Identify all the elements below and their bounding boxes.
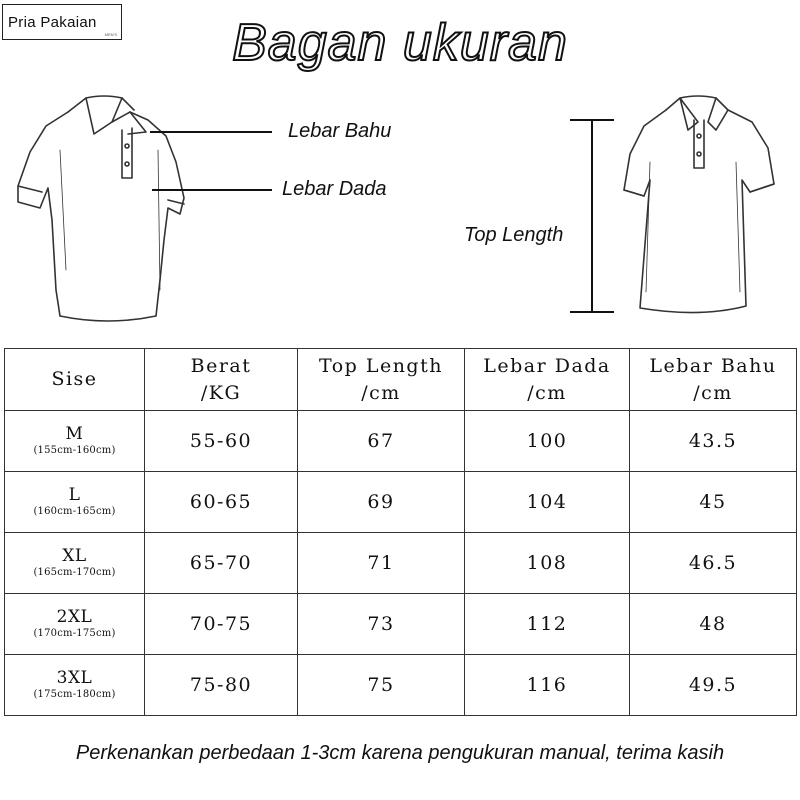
size-cell: 2XL (170cm-175cm): [5, 594, 145, 655]
header-size: Sise: [5, 349, 145, 411]
shoulder-cell: 49.5: [630, 655, 797, 716]
chest-cell: 112: [465, 594, 630, 655]
top-length-cell: 75: [298, 655, 465, 716]
shoulder-width-label: Lebar Bahu: [288, 120, 392, 142]
top-length-cell: 71: [298, 533, 465, 594]
top-length-cell: 69: [298, 472, 465, 533]
shoulder-cell: 46.5: [630, 533, 797, 594]
weight-cell: 55-60: [145, 411, 298, 472]
footer-note: Perkenankan perbedaan 1-3cm karena pengukuran manual, terima kasih: [75, 742, 725, 764]
top-length-cell: 67: [298, 411, 465, 472]
weight-cell: 65-70: [145, 533, 298, 594]
size-cell: 3XL (175cm-180cm): [5, 655, 145, 716]
table-row: [5, 472, 797, 533]
header-shoulder-width: Lebar Bahu /cm: [630, 349, 797, 411]
header-weight: Berat /KG: [145, 349, 298, 411]
table-header-row: [5, 349, 797, 411]
brand-name: Pria Pakaian: [8, 14, 97, 31]
brand-logo: [2, 4, 122, 40]
size-cell: M (155cm-160cm): [5, 411, 145, 472]
chest-cell: 104: [465, 472, 630, 533]
measurement-diagram: [0, 80, 800, 340]
header-top-length: Top Length /cm: [298, 349, 465, 411]
size-cell: L (160cm-165cm): [5, 472, 145, 533]
brand-subtext: MEN'S: [104, 32, 117, 37]
size-chart-table: [4, 348, 797, 716]
page-title: Bagan ukuran: [232, 14, 568, 72]
table-row: [5, 594, 797, 655]
header-chest-width: Lebar Dada /cm: [465, 349, 630, 411]
weight-cell: 75-80: [145, 655, 298, 716]
top-length-cell: 73: [298, 594, 465, 655]
top-length-label: Top Length: [464, 224, 564, 246]
chest-width-label: Lebar Dada: [282, 178, 387, 200]
shoulder-cell: 48: [630, 594, 797, 655]
weight-cell: 60-65: [145, 472, 298, 533]
table-row: [5, 533, 797, 594]
measurement-lines: [0, 80, 800, 340]
table-row: [5, 411, 797, 472]
chest-cell: 108: [465, 533, 630, 594]
table-row: [5, 655, 797, 716]
shoulder-cell: 45: [630, 472, 797, 533]
size-cell: XL (165cm-170cm): [5, 533, 145, 594]
chest-cell: 116: [465, 655, 630, 716]
chest-cell: 100: [465, 411, 630, 472]
shoulder-cell: 43.5: [630, 411, 797, 472]
weight-cell: 70-75: [145, 594, 298, 655]
